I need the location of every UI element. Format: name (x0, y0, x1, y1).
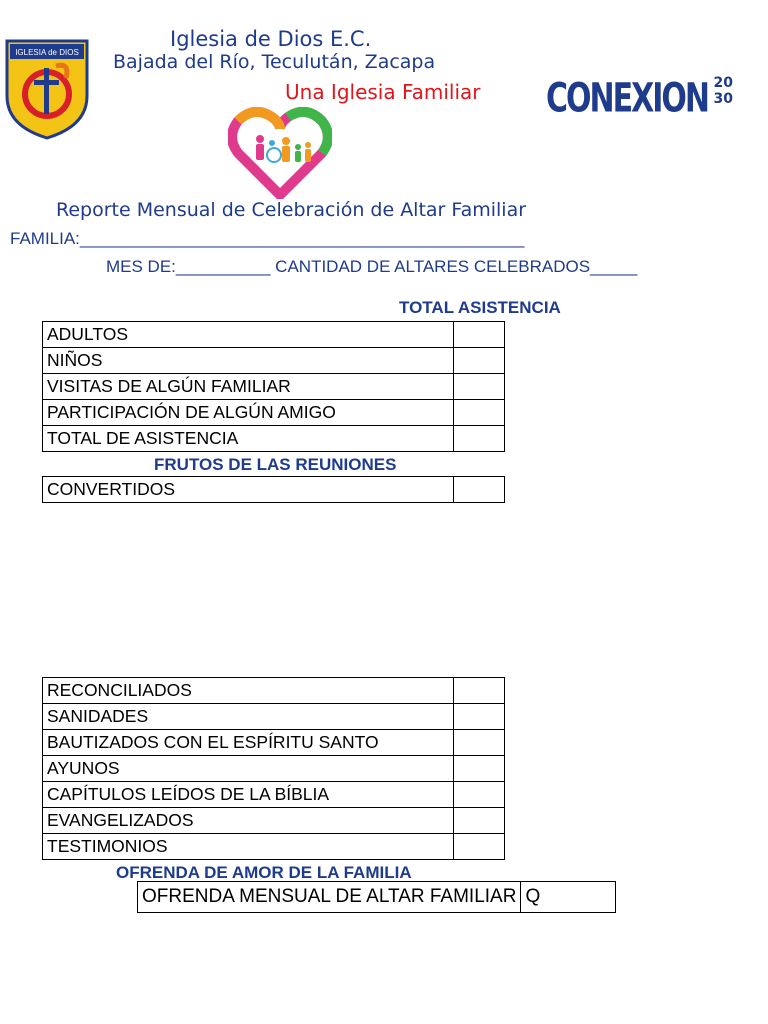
ofrenda-amount-cell[interactable]: Q (521, 882, 616, 913)
logo-text: IGLESIA de DIOS (15, 48, 79, 57)
conexion-text: CONEXION (546, 75, 709, 123)
frutos-table (42, 476, 505, 503)
row-label: NIÑOS (43, 348, 454, 374)
conexion-year-top: 20 (713, 75, 733, 91)
table-row (43, 834, 505, 860)
familia-field[interactable]: FAMILIA:_______________________________________________ (10, 229, 525, 248)
row-value-cell[interactable] (454, 426, 505, 452)
table-row (43, 730, 505, 756)
row-value-cell[interactable] (454, 704, 505, 730)
otros-frutos-table (42, 677, 505, 860)
slogan: Una Iglesia Familiar (285, 80, 481, 104)
row-label: TESTIMONIOS (43, 834, 454, 860)
asistencia-table (42, 321, 505, 452)
report-title: Reporte Mensual de Celebración de Altar Familiar (56, 199, 527, 221)
table-row (43, 348, 505, 374)
church-address: Bajada del Río, Teculután, Zacapa (113, 51, 436, 73)
row-label: CONVERTIDOS (43, 477, 454, 503)
row-label: BAUTIZADOS CON EL ESPÍRITU SANTO (43, 730, 454, 756)
row-value-cell[interactable] (454, 678, 505, 704)
row-label: RECONCILIADOS (43, 678, 454, 704)
table-row (43, 756, 505, 782)
row-label: VISITAS DE ALGÚN FAMILIAR (43, 374, 454, 400)
ofrenda-row (138, 882, 616, 913)
table-row (43, 426, 505, 452)
table-row (43, 704, 505, 730)
table-row (43, 322, 505, 348)
row-label: PARTICIPACIÓN DE ALGÚN AMIGO (43, 400, 454, 426)
ofrenda-label: OFRENDA MENSUAL DE ALTAR FAMILIAR (138, 882, 521, 913)
row-value-cell[interactable] (454, 348, 505, 374)
conexion-year-bottom: 30 (713, 91, 733, 107)
mes-altares-field[interactable]: MES DE:__________ CANTIDAD DE ALTARES CELEBRADOS_____ (106, 257, 638, 276)
total-asistencia-title: TOTAL ASISTENCIA (399, 298, 561, 317)
row-label: ADULTOS (43, 322, 454, 348)
family-heart-logo (228, 107, 332, 199)
ofrenda-table (137, 881, 616, 913)
table-row (43, 678, 505, 704)
table-row (43, 374, 505, 400)
row-label: EVANGELIZADOS (43, 808, 454, 834)
row-label: CAPÍTULOS LEÍDOS DE LA BÍBLIA (43, 782, 454, 808)
row-label: AYUNOS (43, 756, 454, 782)
table-row (43, 808, 505, 834)
row-value-cell[interactable] (454, 400, 505, 426)
frutos-title: FRUTOS DE LAS REUNIONES (154, 455, 397, 474)
church-name: Iglesia de Dios E.C. (170, 27, 372, 51)
ofrenda-title: OFRENDA DE AMOR DE LA FAMILIA (116, 863, 412, 882)
row-value-cell[interactable] (454, 374, 505, 400)
table-row (43, 477, 505, 503)
row-value-cell[interactable] (454, 834, 505, 860)
row-label: SANIDADES (43, 704, 454, 730)
row-value-cell[interactable] (454, 756, 505, 782)
row-label: TOTAL DE ASISTENCIA (43, 426, 454, 452)
table-row (43, 782, 505, 808)
row-value-cell[interactable] (454, 782, 505, 808)
row-value-cell[interactable] (454, 808, 505, 834)
conexion-logo (546, 75, 733, 121)
row-value-cell[interactable] (454, 322, 505, 348)
row-value-cell[interactable] (454, 730, 505, 756)
church-logo (4, 38, 90, 141)
table-row (43, 400, 505, 426)
row-value-cell[interactable] (454, 477, 505, 503)
